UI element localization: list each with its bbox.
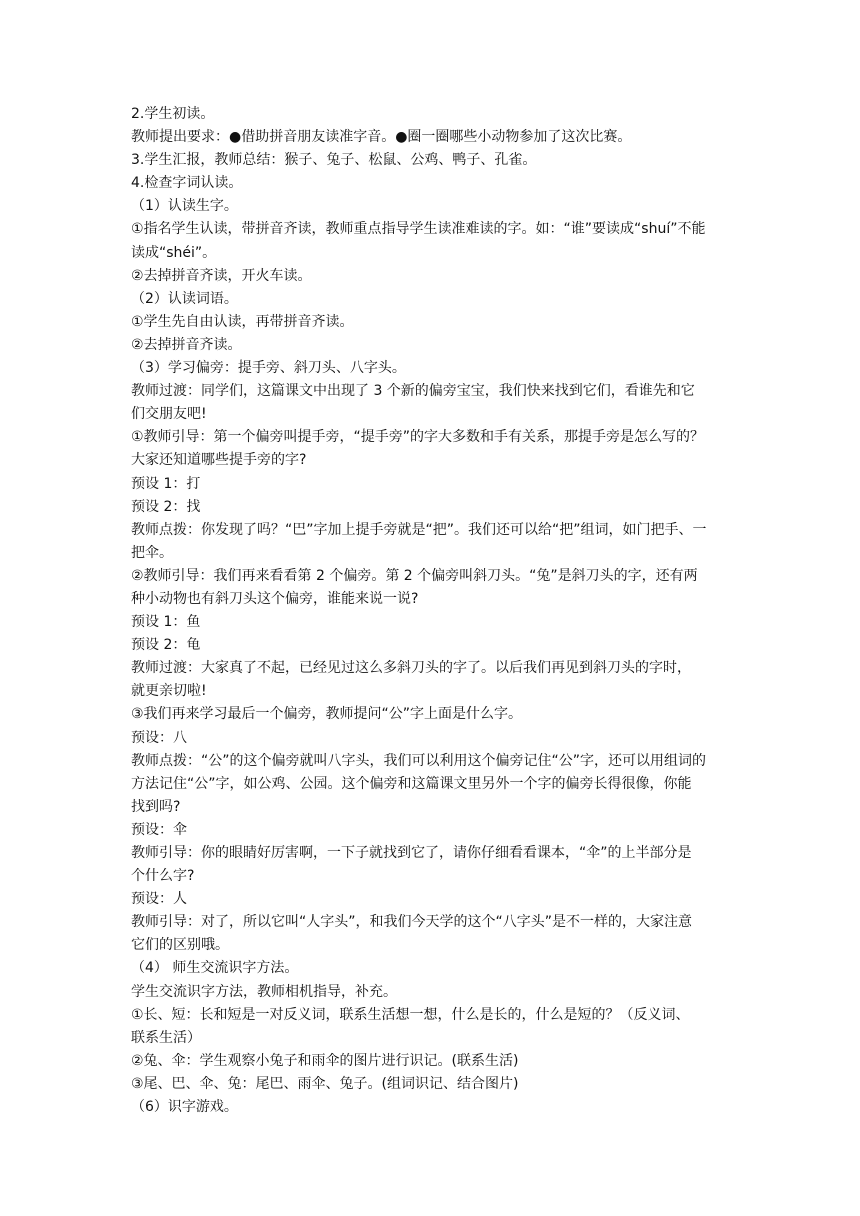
text-line: 3.学生汇报，教师总结：猴子、兔子、松鼠、公鸡、鸭子、孔雀。 [131, 152, 537, 169]
text-line: ②去掉拼音齐读，开火车读。 [131, 267, 312, 284]
text-line: 大家还知道哪些提手旁的字? [131, 452, 307, 469]
text-line: 教师提出要求：●借助拼音朋友读准字音。●圈一圈哪些小动物参加了这次比赛。 [131, 129, 632, 146]
text-line: 教师过渡：同学们，这篇课文中出现了 3 个新的偏旁宝宝，我们快来找到它们，看谁先和它 [131, 383, 695, 400]
text-line: 教师点拨：“公”的这个偏旁就叫八字头，我们可以利用这个偏旁记住“公”字，还可以用组词的 [131, 752, 707, 769]
text-line: 联系生活） [131, 1029, 201, 1046]
text-line: ③尾、巴、伞、兔：尾巴、雨伞、兔子。(组词识记、结合图片) [131, 1075, 519, 1092]
text-line: 个什么字? [131, 868, 195, 885]
text-line: 预设 2：龟 [131, 637, 201, 654]
document-page [131, 103, 731, 1119]
text-line: （1）认读生字。 [131, 198, 238, 215]
text-line: 就更亲切啦! [131, 683, 207, 700]
text-line: 教师引导：对了，所以它叫“人字头”，和我们今天学的这个“八字头”是不一样的，大家注意 [131, 914, 693, 931]
text-line: （4） 师生交流识字方法。 [131, 960, 299, 977]
text-line: 把伞。 [131, 544, 173, 561]
text-line: ①指名学生认读，带拼音齐读，教师重点指导学生读准难读的字。如：“谁”要读成“shuí”不能 [131, 221, 706, 238]
text-line: 预设 2：找 [131, 498, 201, 515]
text-line: （3）学习偏旁：提手旁、斜刀头、八字头。 [131, 360, 406, 377]
text-line: 方法记住“公”字，如公鸡、公园。这个偏旁和这篇课文里另外一个字的偏旁长得很像，你能 [131, 775, 692, 792]
text-line: ①教师引导：第一个偏旁叫提手旁，“提手旁”的字大多数和手有关系，那提手旁是怎么写的？ [131, 429, 705, 446]
text-line: 种小动物也有斜刀头这个偏旁，谁能来说一说? [131, 590, 419, 607]
text-line: 教师点拨：你发现了吗？“巴”字加上提手旁就是“把”。我们还可以给“把”组词，如门把手、一 [131, 521, 707, 538]
text-line: ②兔、伞：学生观察小兔子和雨伞的图片进行识记。(联系生活) [131, 1052, 519, 1069]
text-line: （6）识字游戏。 [131, 1099, 238, 1116]
text-line: 预设：伞 [131, 821, 187, 838]
text-line: 教师引导：你的眼睛好厉害啊，一下子就找到它了，请你仔细看看课本，“伞”的上半部分是 [131, 845, 692, 861]
text-line: ②去掉拼音齐读。 [131, 336, 242, 353]
text-line: 预设 1：鱼 [131, 614, 201, 631]
text-line: ①学生先自由认读，再带拼音齐读。 [131, 313, 354, 330]
text-line: 读成“shéi”。 [131, 244, 217, 261]
text-line: 2.学生初读。 [131, 106, 215, 122]
text-line: （2）认读词语。 [131, 290, 238, 307]
text-line: 预设 1：打 [131, 475, 201, 492]
text-line: 预设：八 [131, 729, 187, 746]
text-line: 预设：人 [131, 891, 187, 908]
text-line: ②教师引导：我们再来看看第 2 个偏旁。第 2 个偏旁叫斜刀头。“兔”是斜刀头的字，还有两 [131, 567, 698, 584]
text-line: ③我们再来学习最后一个偏旁，教师提问“公”字上面是什么字。 [131, 706, 523, 723]
text-line: 4.检查字词认读。 [131, 175, 243, 192]
text-line: 们交朋友吧! [131, 406, 207, 423]
text-line: ①长、短：长和短是一对反义词，联系生活想一想，什么是长的，什么是短的？（反义词、 [131, 1006, 690, 1023]
text-line: 它们的区别哦。 [131, 937, 229, 954]
text-line: 找到吗? [131, 798, 181, 815]
text-line: 学生交流识字方法，教师相机指导，补充。 [131, 983, 397, 1000]
text-line: 教师过渡：大家真了不起，已经见过这么多斜刀头的字了。以后我们再见到斜刀头的字时， [131, 660, 691, 677]
